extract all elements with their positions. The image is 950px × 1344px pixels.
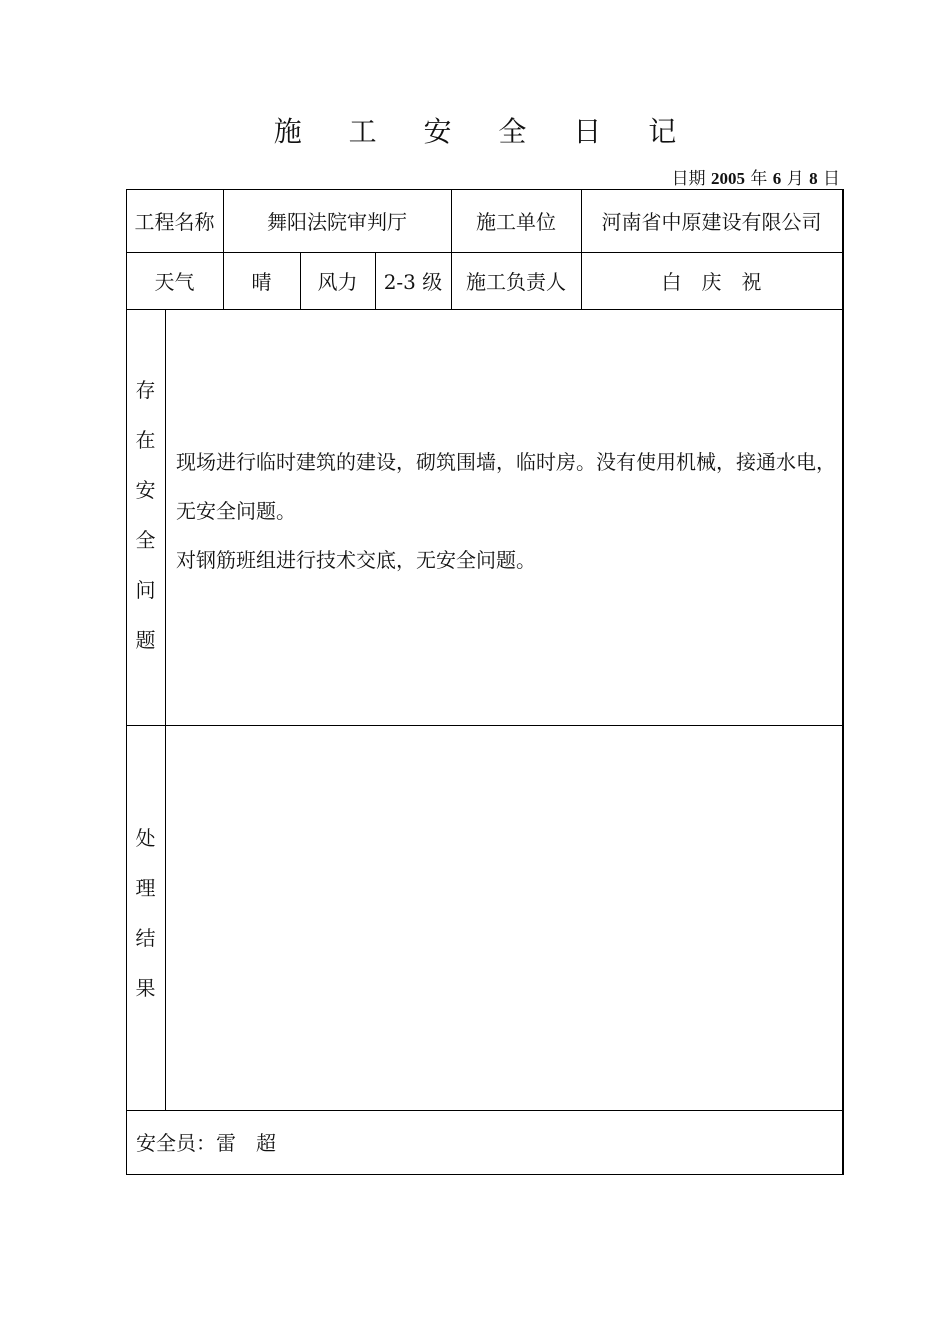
border-bottom (126, 1174, 844, 1175)
row-divider (126, 725, 844, 726)
issues-paragraph: 现场进行临时建筑的建设，砌筑围墙，临时房。没有使用机械，接通水电，无安全问题。 (176, 450, 836, 523)
result-label-char: 果 (135, 976, 156, 1000)
row-divider (126, 1110, 844, 1111)
date-day: 8 (809, 169, 818, 188)
project-name-value: 舞阳法院审判厅 (267, 210, 407, 234)
result-label-char: 处 (135, 826, 156, 850)
document-date (672, 164, 840, 189)
issues-label-char: 安 (135, 478, 156, 502)
issues-label-char: 问 (135, 578, 156, 602)
issues-content (176, 438, 836, 585)
page-title: 施 工 安 全 日 记 (273, 115, 696, 148)
date-day-unit: 日 (823, 169, 840, 189)
contractor-label: 施工单位 (476, 210, 556, 234)
border-left (126, 189, 127, 1175)
wind-value: 2-3 级 (383, 270, 443, 294)
border-right (842, 189, 844, 1175)
manager-value: 白 庆 祝 (661, 270, 762, 294)
label-col-divider (165, 309, 166, 1111)
weather-label: 天气 (154, 270, 195, 294)
date-year-unit: 年 (750, 169, 768, 189)
result-label (126, 823, 165, 1023)
issues-label-char: 题 (135, 628, 156, 652)
issues-label-char: 在 (135, 428, 156, 452)
date-year: 2005 (710, 169, 745, 188)
date-month-unit: 月 (786, 169, 804, 189)
safety-log-form (126, 189, 844, 1175)
result-label-char: 结 (135, 926, 156, 950)
row-divider (126, 309, 844, 310)
issues-label-char: 全 (135, 528, 156, 552)
issues-label-char: 存 (135, 378, 156, 402)
manager-label: 施工负责人 (466, 270, 566, 294)
wind-label: 风力 (317, 270, 358, 294)
date-prefix: 日期 (671, 169, 706, 189)
contractor-value: 河南省中原建设有限公司 (601, 210, 822, 234)
result-label-char: 理 (135, 876, 156, 900)
safety-officer: 安全员：雷 超 (136, 1131, 276, 1155)
date-month: 6 (772, 169, 782, 188)
issues-label (126, 375, 165, 675)
weather-value: 晴 (251, 270, 272, 294)
issues-paragraph: 对钢筋班组进行技术交底，无安全问题。 (176, 548, 536, 572)
project-name-label: 工程名称 (134, 210, 215, 234)
